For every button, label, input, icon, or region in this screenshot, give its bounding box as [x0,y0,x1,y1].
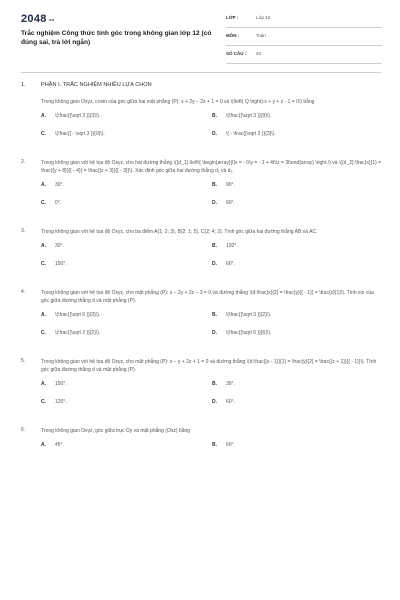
question [21,289,383,348]
choice-letter: D. [212,399,217,405]
choice-letter: D. [212,200,217,206]
choice-text: 120°. [226,243,238,249]
choice-row [41,381,383,399]
choice-c[interactable] [41,399,67,405]
choice-text: 150°. [55,261,67,267]
choice-row [41,200,383,218]
choice-row [41,399,383,417]
choice-row [41,131,383,149]
question [21,228,383,279]
choice-row [41,261,383,279]
choice-row [41,182,383,200]
meta-row-grade [226,10,382,28]
choice-text: \(\frac{{ - \sqrt 3 }}{9}\). [55,131,105,137]
site-logo[interactable] [21,13,54,25]
choice-row [41,113,383,131]
section-heading [21,82,383,90]
choice-c[interactable] [41,261,67,267]
choice-text: 60°. [226,200,235,206]
choice-letter: C. [41,399,46,405]
choice-row [41,312,383,330]
question-text: Trong không gian với hệ tọa độ Oxyz, cho mặt phẳng (P): x − 2y + 2z − 3 = 0 và đường thẳng \(d:\frac{x}{2} = \frac{y}{{ - 1}} = \frac{z}{1}\). Tính sin của góc giữa đường thẳng d và mặt phẳng (P). [41,290,374,304]
choice-c[interactable] [41,131,105,137]
header [0,0,400,68]
choice-d[interactable] [212,131,276,137]
question [21,159,383,218]
choice-letter: C. [41,200,46,206]
choice-c[interactable] [41,200,61,206]
choice-row [41,442,383,460]
choice-a[interactable] [41,442,64,448]
logo-suffix: .vn [47,16,55,22]
choice-d[interactable] [212,200,235,206]
choices [41,312,383,348]
choice-d[interactable] [212,399,235,405]
meta-value: Toán [256,33,266,38]
document-title: Trắc nghiệm Công thức tính góc trong không gian lớp 12 (có đúng sai, trả lời ngắn) [21,30,212,46]
choice-letter: B. [212,113,217,119]
choice-a[interactable] [41,113,100,119]
header-divider [21,72,381,73]
question-text: Trong không gian với hệ tọa độ Oxyz, cho ba điểm A(1; 2; 3), B(2; 1; 5), C(2; 4; 2). Tính góc giữa hai đường thẳng AB và AC. [41,229,318,235]
choice-text: \(\frac{{\sqrt 6 }}{3}\). [55,312,101,318]
logo-text: 2048 [21,13,47,25]
choice-d[interactable] [212,330,271,336]
choice-text: 150°. [55,381,67,387]
section-number: 1. [21,82,26,88]
choice-letter: A. [41,113,46,119]
question [21,358,383,417]
choices [41,182,383,218]
choice-b[interactable] [212,442,235,448]
choice-a[interactable] [41,312,100,318]
choice-text: 60°. [226,261,235,267]
meta-value: Lớp 12 [256,15,271,20]
choices [41,381,383,417]
choice-b[interactable] [212,182,235,188]
choice-letter: B. [212,381,217,387]
question [21,427,383,460]
choice-letter: B. [212,442,217,448]
choice-text: 90°. [226,182,235,188]
choice-a[interactable] [41,381,67,387]
section-title: PHẦN I. TRẮC NGHIỆM NHIỀU LỰA CHỌN [41,82,152,88]
meta-label: LỚP : [226,15,239,20]
choice-row [41,330,383,348]
choice-letter: C. [41,330,46,336]
choice-row [41,243,383,261]
choice-text: \(\frac{{\sqrt 6 }}{6}\). [226,330,272,336]
choice-c[interactable] [41,330,100,336]
choice-letter: A. [41,442,46,448]
choice-text: 45°. [55,442,64,448]
meta-value: 20 [256,51,262,56]
choice-letter: B. [212,243,217,249]
choice-text: 30°. [226,381,235,387]
choice-text: 60°. [226,399,235,405]
question-number: 6. [21,427,26,433]
question [21,98,383,149]
choices [41,442,383,460]
choice-text: \( - \frac{{\sqrt 3 }}{3}\). [226,131,276,137]
question-list [21,82,383,470]
meta-row-count [226,46,382,64]
choice-text: 60°. [226,442,235,448]
question-text: Trong không gian Oxyz, cosin của góc giữa hai mặt phẳng (P): x + 2y − 2z + 1 = 0 và \(\left( Q \right):x + y + z - 1 = 0\) bằng [41,99,315,105]
choices [41,243,383,279]
question-number: 4. [21,289,26,295]
choice-text: 30°. [55,243,64,249]
choice-letter: C. [41,261,46,267]
choice-letter: D. [212,261,217,267]
question-text: Trong không gian Oxyz, góc giữa trục Oy và mặt phẳng (Oxz) bằng [41,428,191,434]
choice-letter: A. [41,182,46,188]
question-number: 2. [21,159,26,165]
choice-text: \(\frac{{\sqrt 3 }}{2}\). [226,312,272,318]
choice-text: \(\frac{{\sqrt 2 }}{2}\). [55,330,101,336]
choice-b[interactable] [212,243,238,249]
choice-b[interactable] [212,113,271,119]
choice-text: \(\frac{{\sqrt 3 }}{3}\). [55,113,101,119]
meta-row-subject [226,28,382,46]
choice-letter: C. [41,131,46,137]
choice-b[interactable] [212,312,271,318]
choice-text: 0°. [55,200,62,206]
choice-letter: A. [41,243,46,249]
meta-label: SỐ CÂU : [226,51,247,56]
question-number: 5. [21,358,26,364]
question-number: 3. [21,228,26,234]
choice-text: 30°. [55,182,64,188]
choice-b[interactable] [212,381,235,387]
question-text: Trong không gian với hệ tọa độ Oxyz, cho hai đường thẳng \({d_1}:\left\{ \begin{array}{l}x = - t\\y = - 1 + 4t\\z = 3t\end{array} \right.\) và \({d_2}:\frac{x}{1} = \frac{{y + 8}}{{ - 4}} = \frac{{z + 3}}{{ - 3}}\). Xác định góc giữa hai đường thẳng d₁ và d₂. [41,160,382,174]
choice-letter: D. [212,330,217,336]
choice-letter: A. [41,381,46,387]
choice-a[interactable] [41,182,64,188]
choices [41,113,383,149]
question-text: Trong không gian với hệ tọa độ Oxyz, cho mặt phẳng (P): x − y + 2z + 1 = 0 và đường thẳng \(d:\frac{{x - 1}}{1} = \frac{y}{2} = \frac{{z + 1}}{{ - 1}}\). Tính góc giữa đường thẳng d và mặt phẳng (P). [41,359,377,373]
choice-letter: B. [212,182,217,188]
choice-a[interactable] [41,243,64,249]
choice-letter: B. [212,312,217,318]
choice-letter: D. [212,131,217,137]
choice-d[interactable] [212,261,235,267]
meta-label: MÔN : [226,33,240,38]
meta-table [226,10,382,64]
choice-text: 120°. [55,399,67,405]
choice-text: \(\frac{{\sqrt 3 }}{9}\). [226,113,272,119]
choice-letter: A. [41,312,46,318]
